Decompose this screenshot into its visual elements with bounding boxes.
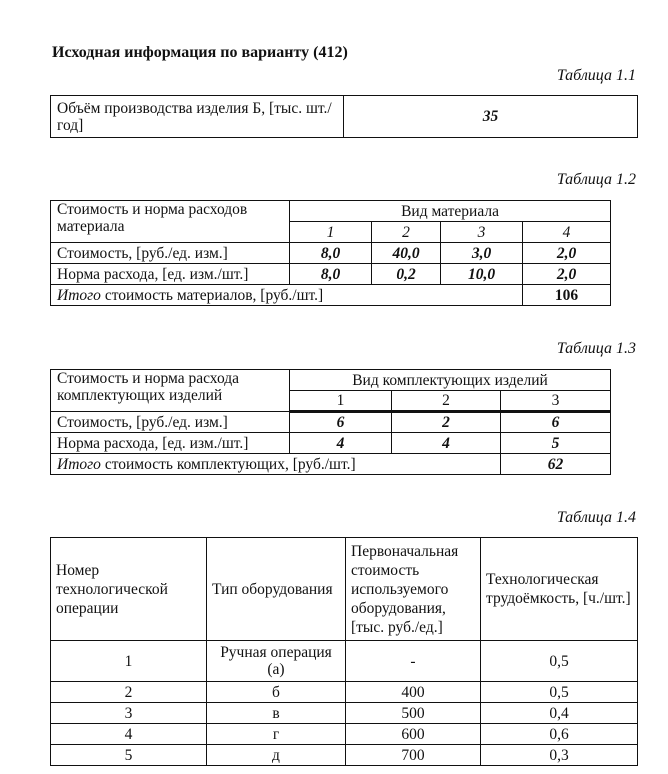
column-header: 4	[523, 222, 611, 243]
cell-value: 6	[290, 412, 392, 433]
cell-labor: 0,5	[481, 641, 638, 682]
table-row	[51, 412, 611, 433]
cell-value: 8,0	[290, 264, 372, 285]
table-1-3-components	[50, 369, 611, 475]
table-1-4-operations	[50, 537, 638, 766]
cell-operation: 2	[51, 682, 207, 703]
total-value: 106	[523, 285, 611, 306]
cell-type: д	[207, 745, 346, 766]
cell-cost: 700	[346, 745, 481, 766]
cell-value: 6	[501, 412, 611, 433]
total-label-rest: стоимость материалов, [руб./шт.]	[100, 286, 324, 304]
cell-cost: 500	[346, 703, 481, 724]
cell-operation: 4	[51, 724, 207, 745]
column-header: 2	[392, 391, 501, 412]
table-row	[51, 96, 638, 138]
row-header: Стоимость и норма расхода комплектующих изделий	[51, 370, 290, 412]
cell-value: 40,0	[372, 243, 441, 264]
table-row	[51, 433, 611, 454]
cell-cost: 600	[346, 724, 481, 745]
cell-operation: 3	[51, 703, 207, 724]
group-header: Вид комплектующих изделий	[290, 370, 611, 391]
table-header-row	[51, 201, 611, 222]
row-header: Стоимость и норма расходов материала	[51, 201, 290, 243]
cell-labor: 0,4	[481, 703, 638, 724]
total-label-rest: стоимость комплектующих, [руб./шт.]	[100, 455, 356, 473]
cell-type: г	[207, 724, 346, 745]
table-total-row	[51, 454, 611, 475]
total-label	[51, 285, 523, 306]
table-row	[51, 243, 611, 264]
cell-labor: 0,3	[481, 745, 638, 766]
row-label: Стоимость, [руб./ед. изм.]	[51, 243, 290, 264]
row-label: Норма расхода, [ед. изм./шт.]	[51, 433, 290, 454]
cell-labor: 0,5	[481, 682, 638, 703]
total-label-italic: Итого	[57, 455, 101, 473]
cell-labor: 0,6	[481, 724, 638, 745]
cell-value: 10,0	[441, 264, 523, 285]
column-header: 2	[372, 222, 441, 243]
table-row	[51, 703, 638, 724]
table-row	[51, 745, 638, 766]
cell-type: Ручная операция (а)	[207, 641, 346, 682]
cell-cost: -	[346, 641, 481, 682]
table-header-row	[51, 538, 638, 641]
cell-type: б	[207, 682, 346, 703]
cell-value: 2,0	[523, 264, 611, 285]
column-header-initial-cost: Первоначальная стоимость используемого оборудования, [тыс. руб./ед.]	[346, 538, 481, 641]
column-header: 3	[441, 222, 523, 243]
column-header: 1	[290, 222, 372, 243]
cell-cost: 400	[346, 682, 481, 703]
column-header: 3	[501, 391, 611, 412]
table-1-1-caption: Таблица 1.1	[556, 67, 636, 84]
table-1-2-caption: Таблица 1.2	[556, 171, 636, 188]
table-row	[51, 724, 638, 745]
page-heading: Исходная информация по варианту (412)	[52, 44, 348, 61]
cell-value: 2,0	[523, 243, 611, 264]
cell-type: в	[207, 703, 346, 724]
table-1-2-materials	[50, 200, 611, 306]
total-value: 62	[501, 454, 611, 475]
cell-value: 4	[290, 433, 392, 454]
group-header: Вид материала	[290, 201, 611, 222]
table-total-row	[51, 285, 611, 306]
table-row	[51, 641, 638, 682]
table-1-3-caption: Таблица 1.3	[556, 340, 636, 357]
table-row	[51, 264, 611, 285]
cell-value: 8,0	[290, 243, 372, 264]
row-label: Стоимость, [руб./ед. изм.]	[51, 412, 290, 433]
cell-operation: 5	[51, 745, 207, 766]
cell-value: 5	[501, 433, 611, 454]
production-volume-label: Объём производства изделия Б, [тыс. шт./год]	[51, 96, 344, 138]
column-header-labor-intensity: Технологическая трудоёмкость, [ч./шт.]	[481, 538, 638, 641]
cell-operation: 1	[51, 641, 207, 682]
table-1-4-caption: Таблица 1.4	[556, 509, 636, 526]
column-header-operation-number: Номер технологической операции	[51, 538, 207, 641]
cell-value: 4	[392, 433, 501, 454]
table-1-1	[50, 95, 638, 138]
column-header: 1	[290, 391, 392, 412]
cell-value: 2	[392, 412, 501, 433]
production-volume-value: 35	[344, 96, 638, 138]
table-row	[51, 682, 638, 703]
total-label	[51, 454, 501, 475]
cell-value: 3,0	[441, 243, 523, 264]
cell-value: 0,2	[372, 264, 441, 285]
total-label-italic: Итого	[57, 286, 101, 304]
column-header-equipment-type: Тип оборудования	[207, 538, 346, 641]
table-header-row	[51, 370, 611, 391]
row-label: Норма расхода, [ед. изм./шт.]	[51, 264, 290, 285]
